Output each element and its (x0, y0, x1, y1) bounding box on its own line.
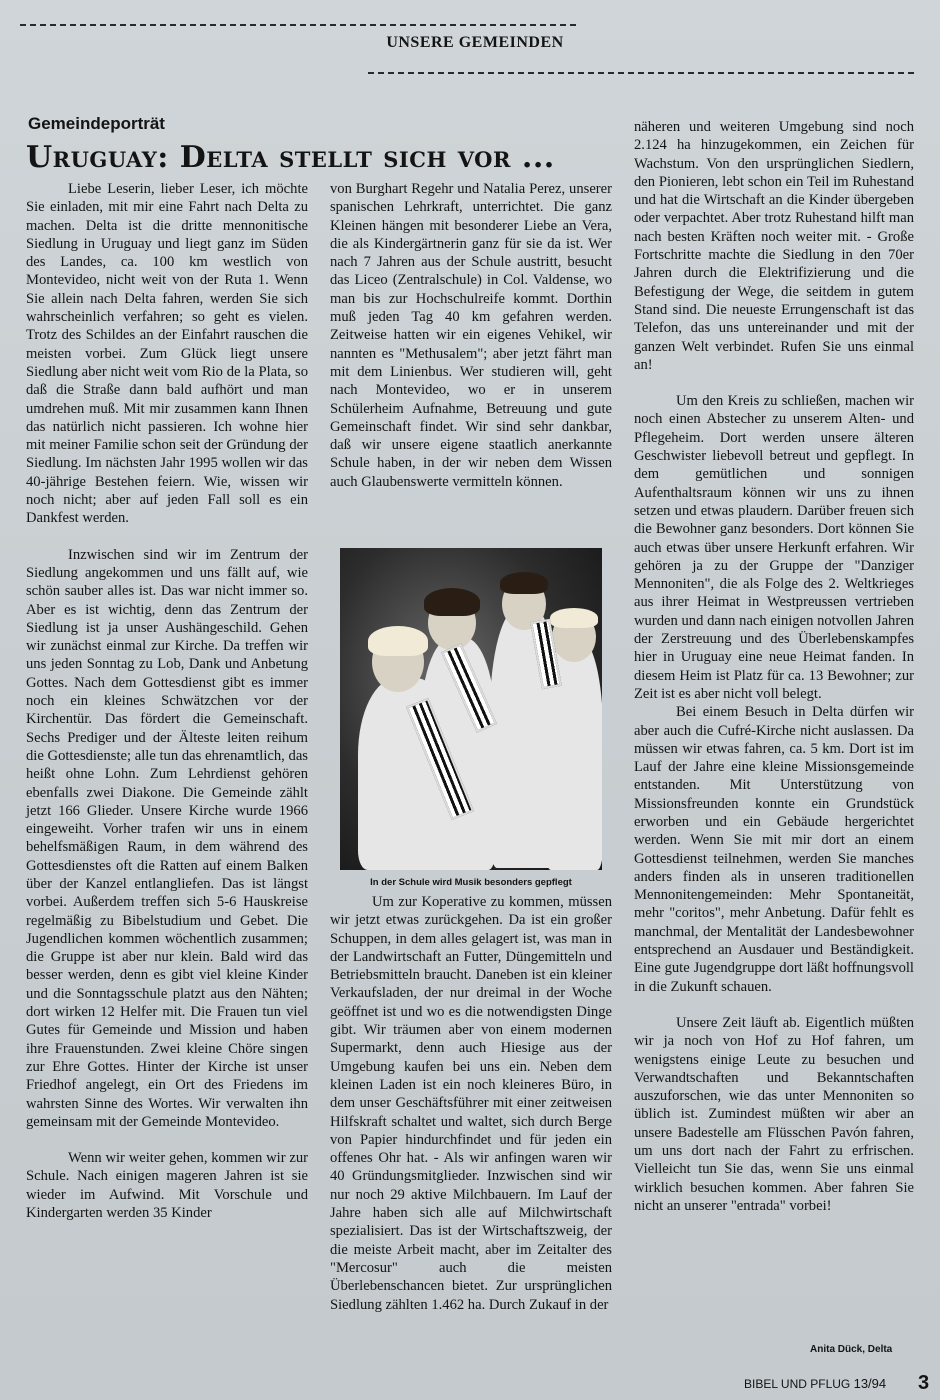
page-number: 3 (918, 1372, 930, 1394)
author-signature: Anita Dück, Delta (810, 1344, 893, 1355)
column-3 (634, 118, 914, 1215)
paragraph: Inzwischen sind wir im Zentrum der Siedlung angekommen und uns fällt auf, wie schön sauber alles ist. Das war nicht immer so. Aber es ist wichtig, denn das Zentrum der Siedlung ist ja unser Aushängeschild. Gehen wir zunächst einmal zur Kirche. Da treffen wir uns jeden Sonntag zu Lob, Dank und Anbetung Gottes. Nach dem Gottesdienst gibt es immer noch ein kleines Schwätzchen vor der Kirchentür. Das fördert die Gemeinschaft. Sechs Prediger und der Älteste leiten reihum die Gottesdienste; alle tun das ehrenamtlich, das heißt ohne Lohn. Zum Lehrdienst gehören ebenfalls zwei Diakone. Die Gemeinde zählt jetzt 166 Glieder. Unsere Kirche wurde 1966 eingeweiht. Vorher trafen wir uns in einem behelfsmäßigen Raum, in dem während des Gottesdienstes oft die Ratten auf einem Balken über der Kanzel entlangliefen. Das ist längst vorbei. Außerdem treffen sich 5-6 Hauskreise regelmäßig zu Bibelstudium und Gebet. Die Jugendlichen kommen wöchentlich zusammen; die Gruppe ist aber nur klein. Bald wird das besser werden, denn es gibt viel kleine Kinder und die Sonntagsschule platzt aus den Nähten; dort wirken 12 Helfer mit. Die Frauen tun viel Gutes für Gemeinde und Mission und haben ihre Frauenstunden. Zwei kleine Chöre singen zur Ehre Gottes. Hinter der Kirche ist unser Friedhof angelegt, ein Ort des Friedens im wahrsten Sinne des Wortes. Wir verwalten ihn gemeinsam mit der Gemeinde Montevideo. (26, 546, 308, 1130)
header-rule-bottom (368, 72, 914, 74)
column-1 (26, 180, 308, 1222)
paragraph: Liebe Leserin, lieber Leser, ich möchte Sie einladen, mit mir eine Fahrt nach Delta zu machen. Delta ist die dritte mennonitische Siedlung in Uruguay und liegt ganz im Süden des Landes, ca. 100 km westlich von Montevideo, nicht weit von der Ruta 1. Wenn Sie allein nach Delta fahren, werden Sie sich wahrscheinlich verfahren; so geht es vielen. Trotz des Schildes an der Einfahrt rauschen die meisten vorbei. Zum Glück liegt unsere Siedlung aber nicht weit vom Rio de la Plata, so daß die Straße dann bald aufhört und man umdrehen muß. Mit mir zusammen kann Ihnen das natürlich nicht passieren. Ich wohne hier mit meiner Familie schon seit der Gründung der Siedlung. Im nächsten Jahr 1995 wollen wir das 40-jährige Bestehen feiern. Wie, wissen wir noch nicht; aber auf jeden Fall soll es ein Dankfest werden. (26, 181, 308, 527)
child-hair (368, 626, 428, 656)
paragraph: Um zur Koperative zu kommen, müssen wir jetzt etwas zurückgehen. Da ist ein großer Schuppen, in dem alles gelagert ist, was man in der Landwirtschaft an Futter, Düngemitteln und Betriebsmitteln braucht. Daneben ist ein kleiner Verkaufsladen, der nur dreimal in der Woche geöffnet ist und wo es die notwendigsten Dinge gibt. Wir träumen aber von einem modernen Supermarkt, denn auch Hiesige aus der Umgebung kaufen bei uns ein. Neben dem kleinen Laden ist ein noch kleineres Büro, in dem unser Geschäftsführer mit einer zeitweisen Hilfskraft schaltet und waltet, sich durch Berge von Papier hindurchfindet und für jeden ein offenes Ohr hat. - Als wir anfingen waren wir 40 Gründungsmitglieder. Inzwischen sind wir nur noch 29 aktive Milchbauern. Im Lauf der Jahre haben sich alle auf Milchwirtschaft spezialisiert. Das ist der Wirtschaftszweig, der die meiste Arbeit macht, aber im Zeitalter des "Mercosur" auch die meisten Überlebenschancen bietet. Zur ursprünglichen Siedlung zählten 1.462 ha. Durch Zukauf in der (330, 894, 612, 1313)
child-hair (550, 608, 598, 628)
paragraph: Wenn wir weiter gehen, kommen wir zur Schule. Nach einigen mageren Jahren ist sie wieder im Aufwind. Mit Vorschule und Kindergarten werden 35 Kinder (26, 1150, 308, 1222)
paragraph: von Burghart Regehr und Natalia Perez, unserer spanischen Lehrkraft, unterrichtet. Die ganz Kleinen hängen mit besonderer Liebe an Vera, die als Kindergärtnerin ganz für sie da ist. Wer nach 7 Jahren aus der Schule austritt, besucht das Liceo (Zentralschule) in Col. Valdense, wo man bis zur Hochschulreife kommt. Dorthin muß jeden Tag 40 km gefahren werden. Zeitweise hatten wir ein eigenes Vehikel, wir nannten es "Methusalem"; aber jetzt fährt man mit dem Linienbus. Wer studieren will, geht nach Montevideo, wo er in unserem Schülerheim Aufnahme, Betreuung und gute Gemeinschaft findet. Wir sind sehr dankbar, daß wir unsere eigene staatlich anerkannte Schule haben, in der wir neben dem Wissen auch Glaubenswerte vermitteln können. (330, 181, 612, 490)
issue-number: 13/94 (853, 1376, 887, 1391)
column-2-top (330, 180, 612, 491)
paragraph: näheren und weiteren Umgebung sind noch 2.124 ha hinzugekommen, ein Zeichen für Wachstum. Von den ursprünglichen Siedlern, den Pionieren, lebt schon ein Teil im Ruhestand und hat die Wirtschaft an die Kinder übergeben oder verpachtet. Aber trotz Ruhestand hilft man nach besten Kräften noch weiter mit. - Große Fortschritte machte die Siedlung in den 70er Jahren durch die Elektrifizierung und die Befestigung der Wege, die seitdem in gutem Stand sind. Die neueste Errungenschaft ist das Telefon, das uns untereinander und mit der ganzen Welt verbindet. Rufen Sie uns einmal an! (634, 119, 914, 373)
column-2-bottom (330, 893, 612, 1314)
paragraph: Bei einem Besuch in Delta dürfen wir aber auch die Cufré-Kirche nicht auslassen. Da müssen wir etwas fahren, ca. 5 km. Dort ist im Lauf der Jahre eine kleine Missionsgemeinde entstanden. Mit Unterstützung von Missionsfreunden konnte ein Grundstück erworben und ein Gebäude hergerichtet werden. Wenn Sie mit mir dort an einem Gottesdienst teilnehmen, werden Sie manches anders finden als in unseren traditionellen Mennonitengemeinden: Mehr Spontaneität, mehr "coritos", mehr Anbetung. Dafür fehlt es manchmal, der Mentalität der Landesbewohner entsprechend an Ausdauer und Beständigkeit. Eine gute Jugendgruppe dort läßt hoffnungsvoll in die Zukunft schauen. (634, 704, 914, 995)
child-hair (500, 572, 548, 594)
article-headline: Uruguay: Delta stellt sich vor ... (26, 140, 555, 175)
paragraph: Um den Kreis zu schließen, machen wir noch einen Abstecher zu unserem Alten- und Pflegeheim. Dort werden unsere älteren Geschwister liebevoll betreut und gepflegt. In dem gemütlichen und sonnigen Aufenthaltsraum können wir uns zu ihnen setzen und etwas plaudern. Darüber freuen sich die Bewohner ganz besonders. Dort können Sie auch etwas über unsere Herkunft erfahren. Wir gehören ja zu der Gruppe der "Danziger Mennoniten", die als Folge des 2. Weltkrieges aus ihrer Heimat in Westpreussen vertrieben wurden und dann nach einigen notvollen Jahren der Zerstreuung und des Überlebenskampfes hier in Uruguay eine neue Heimat fanden. In diesem Heim ist Platz für ca. 13 Bewohner; zur Zeit ist es aber nicht voll belegt. (634, 393, 914, 702)
child-hair (424, 588, 480, 616)
header-rule-top (20, 24, 576, 26)
paragraph: Unsere Zeit läuft ab. Eigentlich müßten wir ja noch von Hof zu Hof fahren, um wenigstens einige Leute zu besuchen und Verwandtschaften und Bekanntschaften auszuforschen, wie das unter Mennoniten so üblich ist. Zumindest müßten wir aber an unsere Badestelle am Flüsschen Pavón fahren, um uns dort nach der Fahrt zu erfrischen. Vielleicht tun Sie das, wenn Sie uns einmal wirklich besuchen kommen. Aber fahren Sie nicht an unserer "entrada" vorbei! (634, 1014, 914, 1214)
page-footer (744, 1376, 886, 1391)
photo-caption: In der Schule wird Musik besonders gepflegt (370, 877, 572, 888)
section-title: UNSERE GEMEINDEN (386, 34, 564, 51)
magazine-name: BIBEL UND PFLUG (744, 1377, 851, 1391)
school-music-photo (340, 548, 602, 870)
article-kicker: Gemeindeporträt (28, 114, 165, 133)
